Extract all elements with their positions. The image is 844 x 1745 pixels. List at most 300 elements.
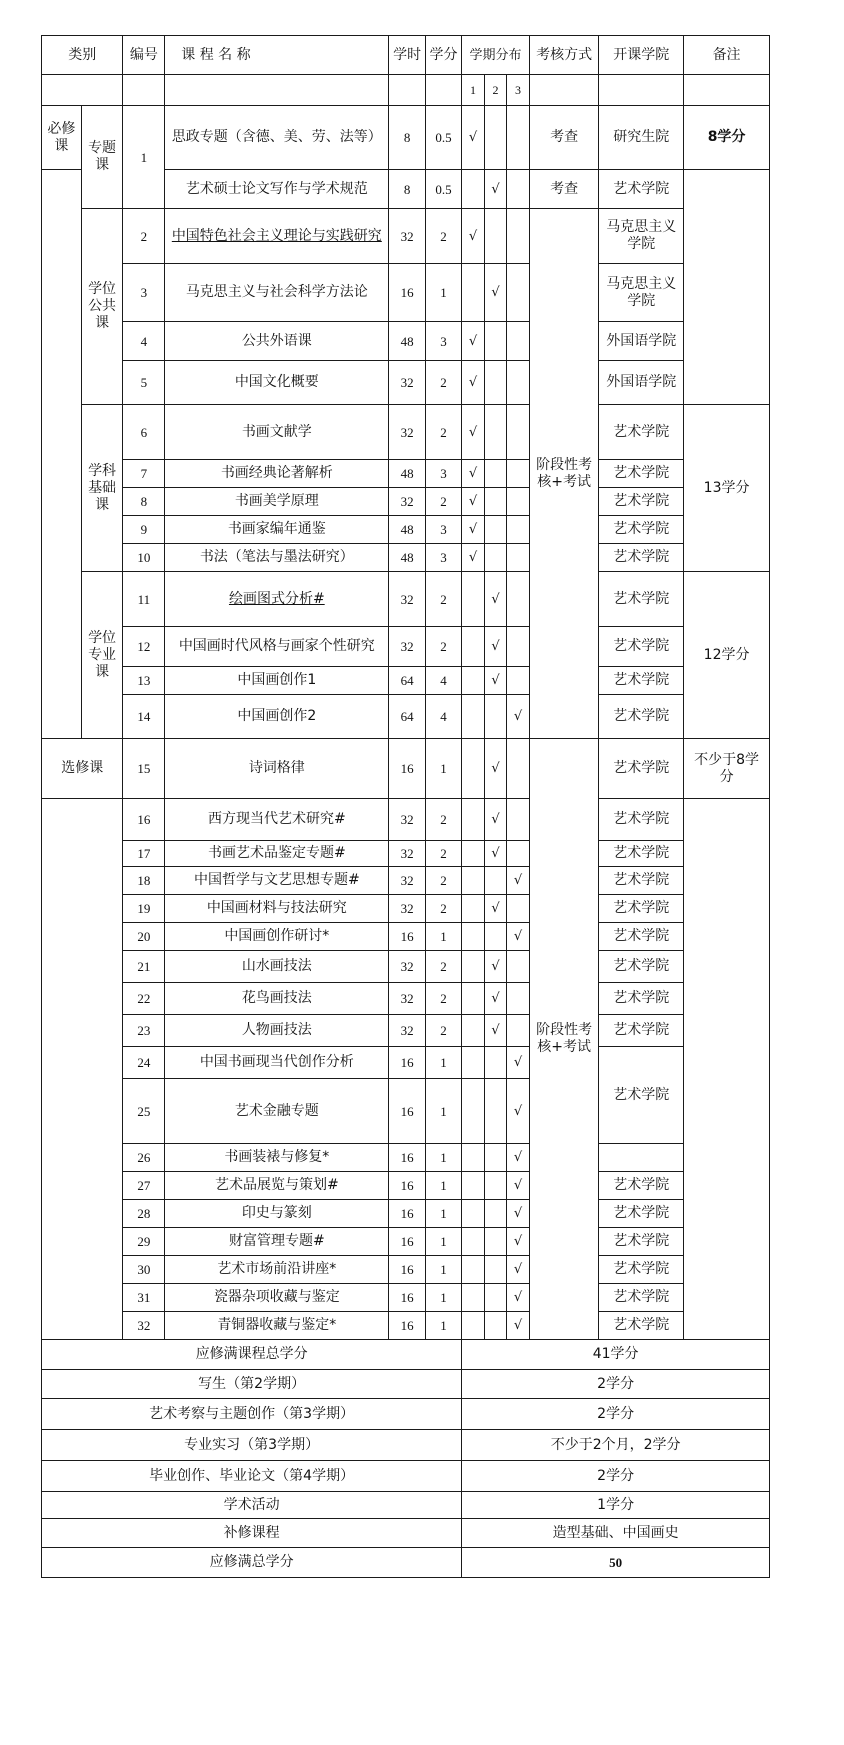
course-hours: 16	[389, 1284, 425, 1312]
term-1-check: √	[462, 405, 485, 460]
course-row	[42, 923, 770, 951]
term-1-empty	[462, 1047, 485, 1079]
course-name: 花鸟画技法	[165, 983, 389, 1015]
course-college: 艺术学院	[599, 739, 684, 799]
course-row	[42, 627, 770, 667]
course-credits: 2	[425, 867, 461, 895]
note-public-blank	[684, 170, 770, 405]
course-college: 艺术学院	[599, 1256, 684, 1284]
course-credits: 1	[425, 739, 461, 799]
course-hours: 16	[389, 1228, 425, 1256]
course-college: 艺术学院	[599, 627, 684, 667]
term-3-empty	[507, 488, 530, 516]
course-credits: 1	[425, 1256, 461, 1284]
course-college: 艺术学院	[599, 923, 684, 951]
course-credits: 2	[425, 488, 461, 516]
course-hours: 32	[389, 488, 425, 516]
course-hours: 64	[389, 695, 425, 739]
header-college: 开课学院	[599, 36, 684, 75]
course-number: 21	[123, 951, 165, 983]
term-1-empty	[462, 923, 485, 951]
term-3-empty	[507, 516, 530, 544]
course-row	[42, 264, 770, 322]
term-2-empty	[484, 488, 507, 516]
term-1-empty	[462, 1200, 485, 1228]
term-1-check: √	[462, 516, 485, 544]
term-3-check: √	[507, 1079, 530, 1144]
course-name: 中国画创作研讨*	[165, 923, 389, 951]
subheader-blank	[165, 75, 389, 106]
course-name: 艺术品展览与策划#	[165, 1172, 389, 1200]
term-2-empty	[484, 1172, 507, 1200]
course-credits: 2	[425, 799, 461, 841]
term-2-empty	[484, 1047, 507, 1079]
summary-value: 2学分	[462, 1461, 770, 1492]
course-college: 艺术学院	[599, 951, 684, 983]
course-hours: 32	[389, 867, 425, 895]
course-number: 19	[123, 895, 165, 923]
course-hours: 48	[389, 544, 425, 572]
course-hours: 16	[389, 1079, 425, 1144]
term-1-empty	[462, 1144, 485, 1172]
summary-label: 学术活动	[42, 1492, 462, 1519]
course-credits: 3	[425, 516, 461, 544]
term-1-empty	[462, 572, 485, 627]
term-3-empty	[507, 667, 530, 695]
term-2-check: √	[484, 983, 507, 1015]
term-2-empty	[484, 106, 507, 170]
course-number: 28	[123, 1200, 165, 1228]
course-credits: 1	[425, 1228, 461, 1256]
term-1-empty	[462, 695, 485, 739]
curriculum-body	[42, 36, 770, 1578]
course-credits: 2	[425, 983, 461, 1015]
term-1-empty	[462, 1015, 485, 1047]
subheader-blank	[599, 75, 684, 106]
term-2-check: √	[484, 627, 507, 667]
term-3-check: √	[507, 695, 530, 739]
course-number: 4	[123, 322, 165, 361]
course-row	[42, 895, 770, 923]
course-hours: 16	[389, 1312, 425, 1340]
course-hours: 32	[389, 841, 425, 867]
term-1-empty	[462, 1228, 485, 1256]
term-3-empty	[507, 544, 530, 572]
term-1-check: √	[462, 106, 485, 170]
course-row	[42, 1256, 770, 1284]
course-row	[42, 1172, 770, 1200]
course-hours: 32	[389, 799, 425, 841]
term-2-check: √	[484, 951, 507, 983]
group-elective: 选修课	[42, 739, 123, 799]
course-number: 24	[123, 1047, 165, 1079]
course-number: 18	[123, 867, 165, 895]
course-college: 艺术学院	[599, 572, 684, 627]
term-1-empty	[462, 170, 485, 209]
course-college: 艺术学院	[599, 983, 684, 1015]
course-row	[42, 1047, 770, 1079]
summary-value: 41学分	[462, 1340, 770, 1370]
exam-public: 阶段性考核+考试	[529, 209, 599, 739]
summary-value: 造型基础、中国画史	[462, 1519, 770, 1548]
course-hours: 16	[389, 1144, 425, 1172]
course-exam: 考查	[529, 106, 599, 170]
curriculum-table	[41, 35, 770, 1578]
note-elective: 不少于8学分	[684, 739, 770, 799]
course-hours: 32	[389, 627, 425, 667]
term-2-check: √	[484, 841, 507, 867]
term-1-empty	[462, 1079, 485, 1144]
term-2-empty	[484, 1312, 507, 1340]
course-credits: 1	[425, 264, 461, 322]
course-hours: 16	[389, 264, 425, 322]
term-2-check: √	[484, 170, 507, 209]
course-row	[42, 695, 770, 739]
term-3-empty	[507, 572, 530, 627]
term-1-empty	[462, 1256, 485, 1284]
course-college: 艺术学院	[599, 1284, 684, 1312]
course-credits: 0.5	[425, 170, 461, 209]
course-name: 诗词格律	[165, 739, 389, 799]
summary-label: 毕业创作、毕业论文（第4学期）	[42, 1461, 462, 1492]
summary-label: 补修课程	[42, 1519, 462, 1548]
term-1-check: √	[462, 460, 485, 488]
course-number: 1	[123, 106, 165, 209]
course-college	[599, 1144, 684, 1172]
course-college: 艺术学院	[599, 1172, 684, 1200]
course-credits: 1	[425, 1172, 461, 1200]
note-topic: 8学分	[684, 106, 770, 170]
course-hours: 64	[389, 667, 425, 695]
summary-row	[42, 1340, 770, 1370]
term-2-empty	[484, 867, 507, 895]
term-3-empty	[507, 264, 530, 322]
course-college: 艺术学院	[599, 867, 684, 895]
term-3-check: √	[507, 1144, 530, 1172]
summary-row	[42, 1461, 770, 1492]
term-3-label: 3	[507, 75, 530, 106]
course-hours: 48	[389, 516, 425, 544]
course-exam: 考查	[529, 170, 599, 209]
group-required: 必修课	[42, 106, 82, 170]
course-college: 外国语学院	[599, 322, 684, 361]
course-credits: 2	[425, 572, 461, 627]
term-3-empty	[507, 627, 530, 667]
course-row	[42, 106, 770, 170]
course-credits: 1	[425, 1047, 461, 1079]
course-credits: 3	[425, 322, 461, 361]
term-2-empty	[484, 361, 507, 405]
term-2-label: 2	[484, 75, 507, 106]
course-credits: 0.5	[425, 106, 461, 170]
term-2-empty	[484, 405, 507, 460]
term-1-check: √	[462, 361, 485, 405]
term-1-label: 1	[462, 75, 485, 106]
course-name: 中国哲学与文艺思想专题#	[165, 867, 389, 895]
subheader-row	[42, 75, 770, 106]
course-name: 书画经典论著解析	[165, 460, 389, 488]
course-name: 山水画技法	[165, 951, 389, 983]
course-name: 马克思主义与社会科学方法论	[165, 264, 389, 322]
course-number: 13	[123, 667, 165, 695]
term-2-check: √	[484, 799, 507, 841]
term-1-empty	[462, 1172, 485, 1200]
course-credits: 3	[425, 460, 461, 488]
term-3-check: √	[507, 1228, 530, 1256]
course-row	[42, 1144, 770, 1172]
term-2-empty	[484, 460, 507, 488]
course-college: 艺术学院	[599, 1312, 684, 1340]
course-name: 书画装裱与修复*	[165, 1144, 389, 1172]
term-2-check: √	[484, 895, 507, 923]
course-credits: 1	[425, 1079, 461, 1144]
course-number: 17	[123, 841, 165, 867]
group-public: 学位公共课	[81, 209, 123, 405]
term-3-empty	[507, 405, 530, 460]
term-3-empty	[507, 983, 530, 1015]
term-2-empty	[484, 1256, 507, 1284]
subheader-blank	[389, 75, 425, 106]
course-row	[42, 1200, 770, 1228]
course-row	[42, 951, 770, 983]
term-2-empty	[484, 1200, 507, 1228]
course-credits: 1	[425, 1312, 461, 1340]
course-number: 29	[123, 1228, 165, 1256]
term-2-empty	[484, 1284, 507, 1312]
course-number: 20	[123, 923, 165, 951]
course-college: 艺术学院	[599, 544, 684, 572]
summary-row	[42, 1430, 770, 1461]
course-credits: 2	[425, 1015, 461, 1047]
term-3-check: √	[507, 1284, 530, 1312]
course-name: 中国画创作1	[165, 667, 389, 695]
header-name: 课 程 名 称	[165, 36, 389, 75]
course-hours: 32	[389, 1015, 425, 1047]
course-hours: 16	[389, 1172, 425, 1200]
subheader-blank	[684, 75, 770, 106]
term-3-empty	[507, 322, 530, 361]
course-number: 26	[123, 1144, 165, 1172]
course-name: 中国画时代风格与画家个性研究	[165, 627, 389, 667]
header-number: 编号	[123, 36, 165, 75]
course-name: 书画美学原理	[165, 488, 389, 516]
term-2-empty	[484, 1228, 507, 1256]
course-name: 艺术金融专题	[165, 1079, 389, 1144]
course-number: 11	[123, 572, 165, 627]
course-name: 中国文化概要	[165, 361, 389, 405]
subheader-blank	[123, 75, 165, 106]
course-hours: 32	[389, 572, 425, 627]
group-elective-continued	[42, 799, 123, 1340]
term-3-check: √	[507, 867, 530, 895]
course-row	[42, 1312, 770, 1340]
course-college: 艺术学院	[599, 170, 684, 209]
course-college: 艺术学院	[599, 460, 684, 488]
course-credits: 2	[425, 405, 461, 460]
course-college: 艺术学院	[599, 516, 684, 544]
header-term: 学期分布	[462, 36, 530, 75]
course-college: 艺术学院	[599, 667, 684, 695]
course-number: 5	[123, 361, 165, 405]
summary-label: 艺术考察与主题创作（第3学期）	[42, 1399, 462, 1430]
course-college: 研究生院	[599, 106, 684, 170]
term-3-empty	[507, 460, 530, 488]
course-number: 32	[123, 1312, 165, 1340]
term-1-empty	[462, 1284, 485, 1312]
course-hours: 32	[389, 361, 425, 405]
course-name: 书画艺术品鉴定专题#	[165, 841, 389, 867]
course-name: 公共外语课	[165, 322, 389, 361]
course-college: 艺术学院	[599, 1200, 684, 1228]
course-college: 马克思主义学院	[599, 209, 684, 264]
term-1-empty	[462, 264, 485, 322]
course-row	[42, 1284, 770, 1312]
summary-label: 专业实习（第3学期）	[42, 1430, 462, 1461]
course-college: 外国语学院	[599, 361, 684, 405]
course-number: 6	[123, 405, 165, 460]
summary-value: 1学分	[462, 1492, 770, 1519]
course-college: 艺术学院	[599, 895, 684, 923]
group-major: 学位专业课	[81, 572, 123, 739]
summary-label: 写生（第2学期）	[42, 1370, 462, 1399]
course-number: 8	[123, 488, 165, 516]
course-credits: 1	[425, 923, 461, 951]
course-hours: 8	[389, 106, 425, 170]
term-2-empty	[484, 544, 507, 572]
course-row	[42, 572, 770, 627]
term-1-check: √	[462, 322, 485, 361]
term-1-empty	[462, 739, 485, 799]
course-college: 艺术学院	[599, 405, 684, 460]
term-1-empty	[462, 841, 485, 867]
course-row	[42, 983, 770, 1015]
course-number: 31	[123, 1284, 165, 1312]
term-1-empty	[462, 867, 485, 895]
course-row	[42, 739, 770, 799]
course-credits: 3	[425, 544, 461, 572]
course-hours: 8	[389, 170, 425, 209]
course-row	[42, 867, 770, 895]
term-3-check: √	[507, 1312, 530, 1340]
course-number: 30	[123, 1256, 165, 1284]
course-name: 中国画创作2	[165, 695, 389, 739]
course-college: 艺术学院	[599, 1015, 684, 1047]
course-hours: 48	[389, 460, 425, 488]
course-name: 中国书画现当代创作分析	[165, 1047, 389, 1079]
course-name	[165, 209, 389, 264]
course-college: 艺术学院	[599, 841, 684, 867]
course-hours: 16	[389, 1200, 425, 1228]
course-hours: 48	[389, 322, 425, 361]
course-hours: 32	[389, 983, 425, 1015]
header-row	[42, 36, 770, 75]
course-credits: 2	[425, 951, 461, 983]
course-hours: 16	[389, 1047, 425, 1079]
exam-elective: 阶段性考核+考试	[529, 739, 599, 1340]
summary-value: 50	[462, 1548, 770, 1578]
course-name: 艺术市场前沿讲座*	[165, 1256, 389, 1284]
course-row	[42, 322, 770, 361]
group-required-continued	[42, 170, 82, 739]
note-major: 12学分	[684, 572, 770, 739]
summary-value: 2学分	[462, 1399, 770, 1430]
header-hours: 学时	[389, 36, 425, 75]
course-number: 14	[123, 695, 165, 739]
course-hours: 16	[389, 1256, 425, 1284]
summary-row	[42, 1370, 770, 1399]
term-3-check: √	[507, 1047, 530, 1079]
term-1-empty	[462, 667, 485, 695]
term-2-check: √	[484, 1015, 507, 1047]
subheader-blank	[529, 75, 599, 106]
course-credits: 1	[425, 1284, 461, 1312]
header-exam: 考核方式	[529, 36, 599, 75]
term-3-check: √	[507, 923, 530, 951]
course-credits: 2	[425, 209, 461, 264]
course-credits: 1	[425, 1144, 461, 1172]
term-1-empty	[462, 1312, 485, 1340]
term-1-check: √	[462, 209, 485, 264]
course-name: 书画家编年通鉴	[165, 516, 389, 544]
course-number: 12	[123, 627, 165, 667]
course-name: 艺术硕士论文写作与学术规范	[165, 170, 389, 209]
term-1-empty	[462, 951, 485, 983]
course-name: 西方现当代艺术研究#	[165, 799, 389, 841]
summary-row	[42, 1492, 770, 1519]
header-category: 类别	[42, 36, 123, 75]
course-number: 10	[123, 544, 165, 572]
course-name	[165, 572, 389, 627]
course-name-text: 中国特色社会主义理论与实践研究	[171, 227, 382, 244]
course-college: 艺术学院	[599, 799, 684, 841]
course-number: 7	[123, 460, 165, 488]
course-credits: 4	[425, 695, 461, 739]
summary-row	[42, 1399, 770, 1430]
term-3-empty	[507, 209, 530, 264]
note-basic: 13学分	[684, 405, 770, 572]
course-name: 青铜器收藏与鉴定*	[165, 1312, 389, 1340]
term-3-empty	[507, 895, 530, 923]
course-row	[42, 460, 770, 488]
course-name: 人物画技法	[165, 1015, 389, 1047]
term-2-empty	[484, 322, 507, 361]
course-hours: 32	[389, 895, 425, 923]
course-row	[42, 667, 770, 695]
term-2-empty	[484, 1079, 507, 1144]
course-credits: 2	[425, 895, 461, 923]
term-2-check: √	[484, 264, 507, 322]
course-row	[42, 209, 770, 264]
term-1-empty	[462, 983, 485, 1015]
subheader-blank	[42, 75, 123, 106]
header-credits: 学分	[425, 36, 461, 75]
course-college: 艺术学院	[599, 488, 684, 516]
term-2-check: √	[484, 667, 507, 695]
course-number: 15	[123, 739, 165, 799]
term-3-check: √	[507, 1172, 530, 1200]
summary-label: 应修满总学分	[42, 1548, 462, 1578]
course-hours: 16	[389, 923, 425, 951]
course-credits: 1	[425, 1200, 461, 1228]
term-3-check: √	[507, 1200, 530, 1228]
term-3-empty	[507, 739, 530, 799]
group-topic: 专题课	[81, 106, 123, 209]
summary-label: 应修满课程总学分	[42, 1340, 462, 1370]
course-row	[42, 799, 770, 841]
course-hours: 32	[389, 405, 425, 460]
course-name: 瓷器杂项收藏与鉴定	[165, 1284, 389, 1312]
course-credits: 2	[425, 627, 461, 667]
